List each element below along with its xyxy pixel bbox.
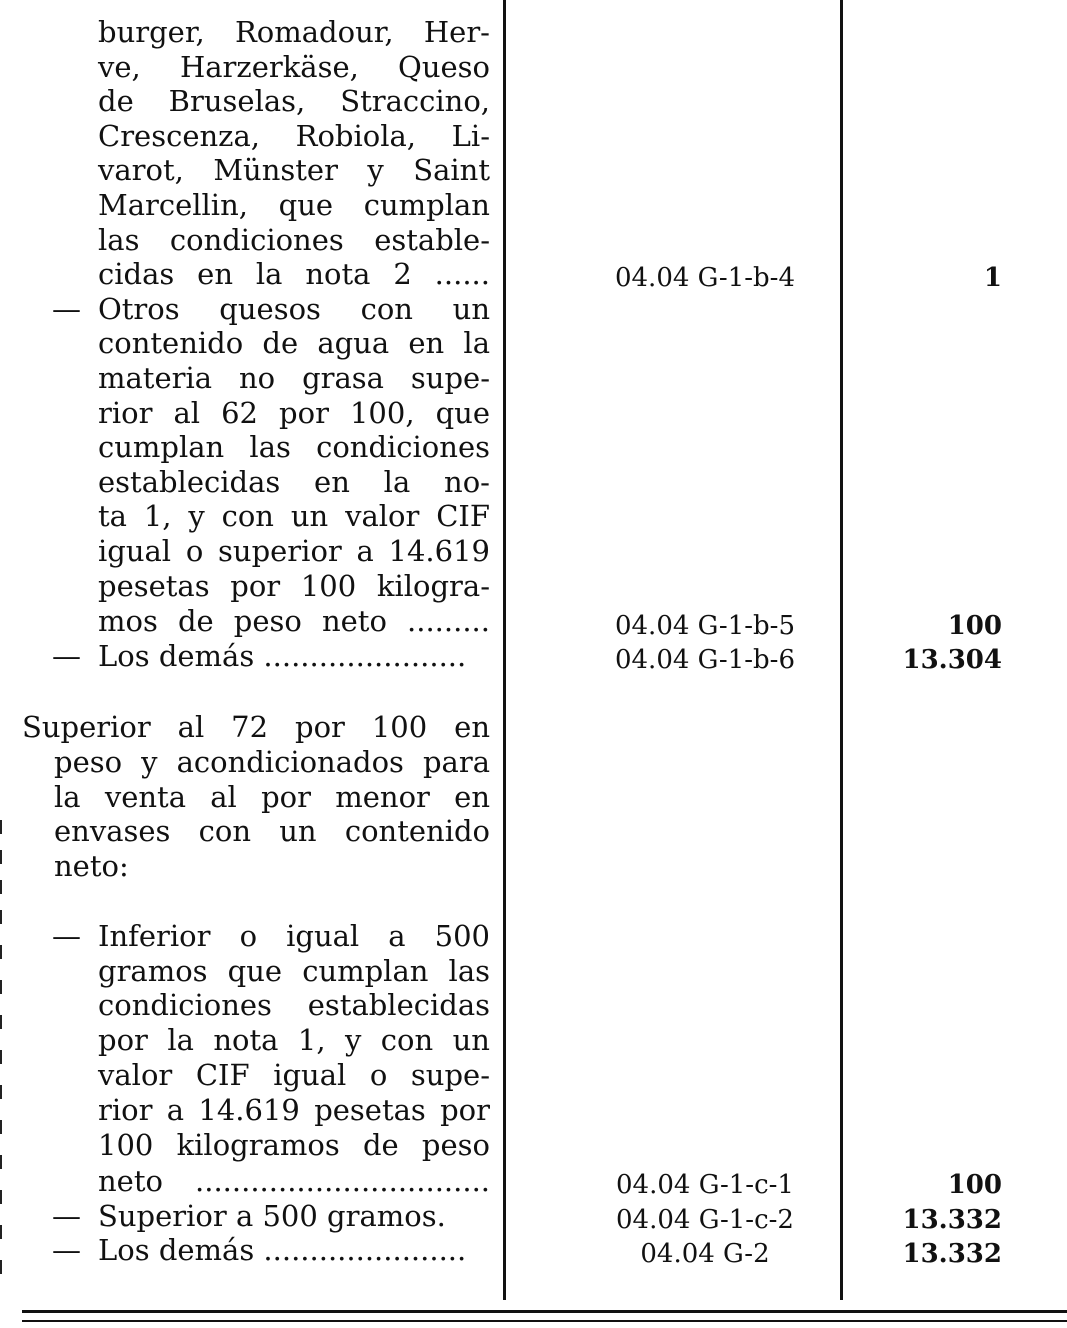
description-line: valor CIF igual o supe-	[98, 1058, 490, 1092]
description-line: rior al 62 por 100, que	[98, 396, 490, 430]
description-line: gramos que cumplan las	[98, 954, 490, 988]
description-line: Otros quesos con un	[98, 292, 490, 326]
cut-mark	[0, 1155, 2, 1169]
item-dash: —	[52, 639, 81, 673]
description-line: las condiciones estable-	[98, 223, 490, 257]
table-bottom-rule	[22, 1310, 1067, 1313]
cut-mark	[0, 820, 2, 834]
heading-line: Superior al 72 por 100 en	[22, 710, 490, 744]
description-line: ta 1, y con un valor CIF	[98, 499, 490, 533]
description-line: neto ................................	[98, 1164, 490, 1198]
cut-mark	[0, 850, 2, 864]
tariff-code: 04.04 G-1-c-1	[616, 1170, 794, 1200]
description-line: Marcellin, que cumplan	[98, 188, 490, 222]
description-line: ve, Harzerkäse, Queso	[98, 50, 490, 84]
description-line: condiciones establecidas	[98, 988, 490, 1022]
heading-line: envases con un contenido	[54, 814, 490, 848]
description-line: cidas en la nota 2 ......	[98, 257, 490, 291]
tariff-code: 04.04 G-1-b-6	[614, 645, 796, 675]
cut-mark	[0, 980, 2, 994]
item-dash: —	[52, 1199, 81, 1233]
cut-mark	[0, 910, 2, 924]
cut-mark	[0, 1120, 2, 1134]
description-line: materia no grasa supe-	[98, 361, 490, 395]
duty-value: 100	[947, 611, 1002, 641]
description-line: Crescenza, Robiola, Li-	[98, 119, 490, 153]
tariff-code: 04.04 G-1-b-5	[614, 611, 796, 641]
description-line: burger, Romadour, Her-	[98, 15, 490, 49]
description-line: de Bruselas, Straccino,	[98, 84, 490, 118]
heading-line: neto:	[54, 849, 129, 883]
description-line: por la nota 1, y con un	[98, 1023, 490, 1057]
cut-mark	[0, 1085, 2, 1099]
description-line: contenido de agua en la	[98, 326, 490, 360]
item-dash: —	[52, 292, 81, 326]
item-dash: —	[52, 1233, 81, 1267]
cut-mark	[0, 1015, 2, 1029]
tariff-code: 04.04 G-1-b-4	[614, 263, 796, 293]
description-line: establecidas en la no-	[98, 465, 490, 499]
description-line: rior a 14.619 pesetas por	[98, 1093, 490, 1127]
heading-line: la venta al por menor en	[54, 780, 490, 814]
duty-value: 13.332	[902, 1239, 1002, 1269]
duty-value: 100	[947, 1170, 1002, 1200]
cut-mark	[0, 880, 2, 894]
duty-value: 13.332	[902, 1205, 1002, 1235]
description-line: pesetas por 100 kilogra-	[98, 569, 490, 603]
description-line: Los demás ......................	[98, 1233, 467, 1267]
description-line: cumplan las condiciones	[98, 430, 490, 464]
table-bottom-rule-second	[22, 1320, 1067, 1322]
description-line: igual o superior a 14.619	[98, 534, 490, 568]
description-line: 100 kilogramos de peso	[98, 1128, 490, 1162]
description-line: Inferior o igual a 500	[98, 919, 490, 953]
cut-mark	[0, 1050, 2, 1064]
column-divider-left	[503, 0, 506, 1300]
description-line: Superior a 500 gramos.	[98, 1199, 446, 1233]
duty-value: 13.304	[902, 645, 1002, 675]
item-dash: —	[52, 919, 81, 953]
tariff-code: 04.04 G-1-c-2	[616, 1205, 794, 1235]
cut-mark	[0, 945, 2, 959]
tariff-code: 04.04 G-2	[640, 1239, 770, 1269]
cut-mark	[0, 1225, 2, 1239]
description-line: Los demás ......................	[98, 639, 467, 673]
cut-mark	[0, 1260, 2, 1274]
heading-line: peso y acondicionados para	[54, 745, 490, 779]
duty-value: 1	[983, 263, 1002, 293]
description-line: mos de peso neto .........	[98, 604, 490, 638]
cut-mark	[0, 1190, 2, 1204]
description-line: varot, Münster y Saint	[98, 153, 490, 187]
